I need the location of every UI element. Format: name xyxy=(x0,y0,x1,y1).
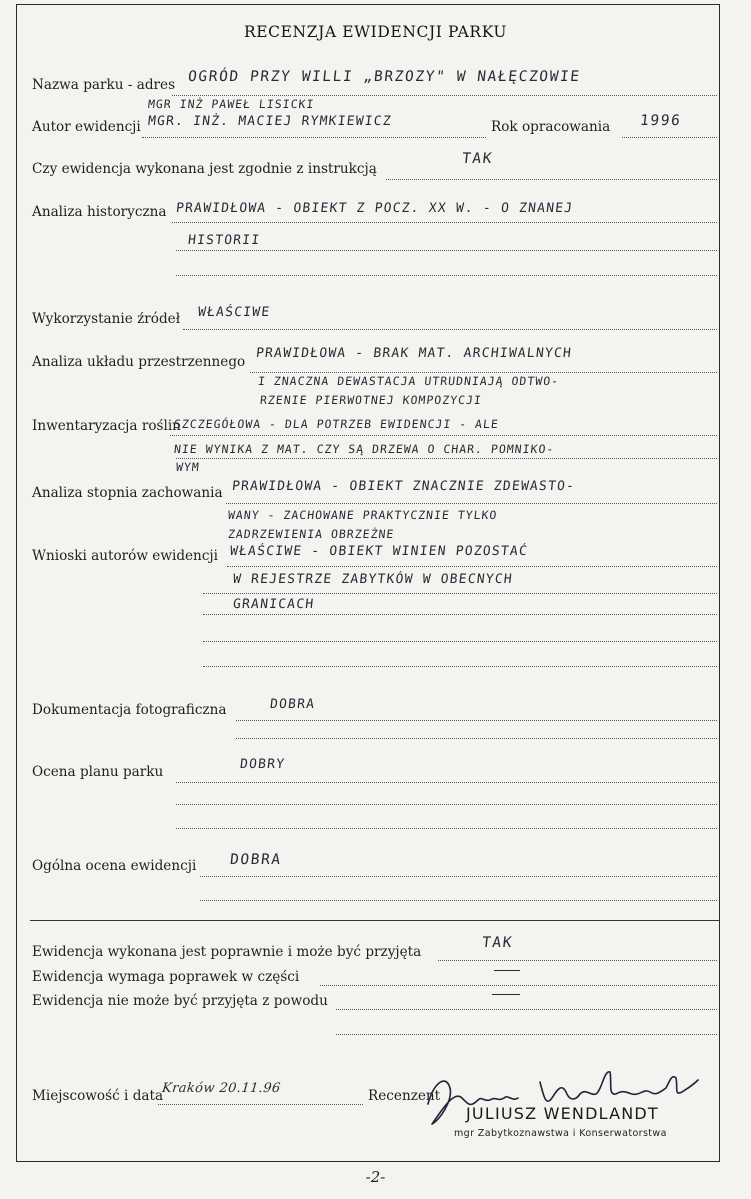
field-line xyxy=(172,222,717,223)
stamp-title: mgr Zabytkoznawstwa i Konserwatorstwa xyxy=(454,1128,667,1139)
label-nazwa: Nazwa parku - adres xyxy=(32,77,176,93)
field-line xyxy=(438,960,717,961)
hw-zachowanie-2: WANY - ZACHOWANE PRAKTYCZNIE TYLKO xyxy=(227,508,499,522)
field-line xyxy=(203,666,717,667)
label-zachowanie: Analiza stopnia zachowania xyxy=(32,485,223,501)
hw-zgodnie: TAK xyxy=(461,151,494,167)
label-autor: Autor ewidencji xyxy=(32,119,141,135)
label-poprawki: Ewidencja wymaga poprawek w części xyxy=(32,969,300,985)
field-line xyxy=(200,900,717,901)
field-line xyxy=(142,137,486,138)
label-wnioski: Wnioski autorów ewidencji xyxy=(32,548,218,564)
field-line xyxy=(227,566,717,567)
hw-dokumentacja: DOBRA xyxy=(269,697,316,712)
field-line xyxy=(158,1104,363,1105)
hw-zachowanie-1: PRAWIDŁOWA - OBIEKT ZNACZNIE ZDEWASTO- xyxy=(231,479,576,494)
hw-zrodla: WŁAŚCIWE xyxy=(197,305,272,320)
hw-inwentaryzacja-1: SZCZEGÓŁOWA - DLA POTRZEB EWIDENCJI - ALE xyxy=(173,417,500,431)
hw-inwentaryzacja-3: WYM xyxy=(175,460,201,474)
label-historyczna: Analiza historyczna xyxy=(32,204,167,220)
label-zrodla: Wykorzystanie źródeł xyxy=(32,311,181,327)
dash-mark xyxy=(494,970,520,971)
hw-miejscowosc: Kraków 20.11.96 xyxy=(161,1081,282,1096)
label-ogolna: Ogólna ocena ewidencji xyxy=(32,858,197,874)
field-line xyxy=(176,782,717,783)
label-rok: Rok opracowania xyxy=(491,119,611,135)
field-line xyxy=(176,458,717,459)
field-line xyxy=(170,435,717,436)
field-line xyxy=(250,372,717,373)
field-line xyxy=(176,275,717,276)
hw-autor: MGR. INŻ. MACIEJ RYMKIEWICZ xyxy=(147,114,393,129)
hw-wnioski-2: W REJESTRZE ZABYTKÓW W OBECNYCH xyxy=(232,572,514,587)
page-title: RECENZJA EWIDENCJI PARKU xyxy=(244,23,507,41)
label-miejscowosc: Miejscowość i data xyxy=(32,1088,164,1104)
label-uklad: Analiza układu przestrzennego xyxy=(32,354,246,370)
stamp-name: JULIUSZ WENDLANDT xyxy=(466,1104,659,1123)
hw-uklad-3: RZENIE PIERWOTNEJ KOMPOZYCJI xyxy=(259,393,483,407)
field-line xyxy=(226,503,717,504)
hw-uklad-1: PRAWIDŁOWA - BRAK MAT. ARCHIWALNYCH xyxy=(255,346,573,361)
label-zgodnie: Czy ewidencja wykonana jest zgodnie z instrukcją xyxy=(32,161,377,177)
field-line xyxy=(336,1009,717,1010)
label-dokumentacja: Dokumentacja fotograficzna xyxy=(32,702,227,718)
hw-zachowanie-3: ZADRZEWIENIA OBRZEŻNE xyxy=(227,527,396,541)
field-line xyxy=(176,804,717,805)
field-line xyxy=(386,179,717,180)
field-line xyxy=(336,1034,717,1035)
field-line xyxy=(236,720,717,721)
dash-mark xyxy=(492,994,520,995)
label-inwentaryzacja: Inwentaryzacja roślin xyxy=(32,418,181,434)
hw-plan: DOBRY xyxy=(239,757,286,772)
field-line xyxy=(172,95,717,96)
hw-historyczna-2: HISTORII xyxy=(187,233,262,248)
field-line xyxy=(320,985,717,986)
hw-wnioski-1: WŁAŚCIWE - OBIEKT WINIEN POZOSTAĆ xyxy=(229,544,529,559)
field-line xyxy=(203,614,717,615)
hw-nazwa-1: OGRÓD PRZY WILLI „BRZOZY" W NAŁĘCZOWIE xyxy=(187,69,582,85)
hw-inwentaryzacja-2: NIE WYNIKA Z MAT. CZY SĄ DRZEWA O CHAR. POMNIKO- xyxy=(173,442,556,456)
field-line xyxy=(176,828,717,829)
field-line xyxy=(203,641,717,642)
hw-historyczna-1: PRAWIDŁOWA - OBIEKT Z POCZ. XX W. - O ZNANEJ xyxy=(175,201,574,216)
hw-nazwa-2: MGR INŻ PAWEŁ LISICKI xyxy=(147,97,316,111)
field-line xyxy=(183,329,717,330)
hw-przyjeta: TAK xyxy=(481,935,514,951)
label-recenzent: Recenzent xyxy=(368,1088,441,1104)
field-line xyxy=(236,738,717,739)
label-plan: Ocena planu parku xyxy=(32,764,164,780)
hw-uklad-2: I ZNACZNA DEWASTACJA UTRUDNIAJĄ ODTWO- xyxy=(257,374,560,388)
label-nieprzyjeta: Ewidencja nie może być przyjęta z powodu xyxy=(32,993,328,1009)
field-line xyxy=(203,593,717,594)
field-line xyxy=(200,876,717,877)
hw-rok: 1996 xyxy=(639,113,683,129)
page-number: -2- xyxy=(365,1168,386,1186)
field-line xyxy=(622,137,717,138)
label-przyjeta: Ewidencja wykonana jest poprawnie i może być przyjęta xyxy=(32,944,422,960)
hw-wnioski-3: GRANICACH xyxy=(232,597,316,612)
hw-ogolna: DOBRA xyxy=(229,852,283,868)
section-divider xyxy=(30,920,720,921)
field-line xyxy=(176,250,717,251)
